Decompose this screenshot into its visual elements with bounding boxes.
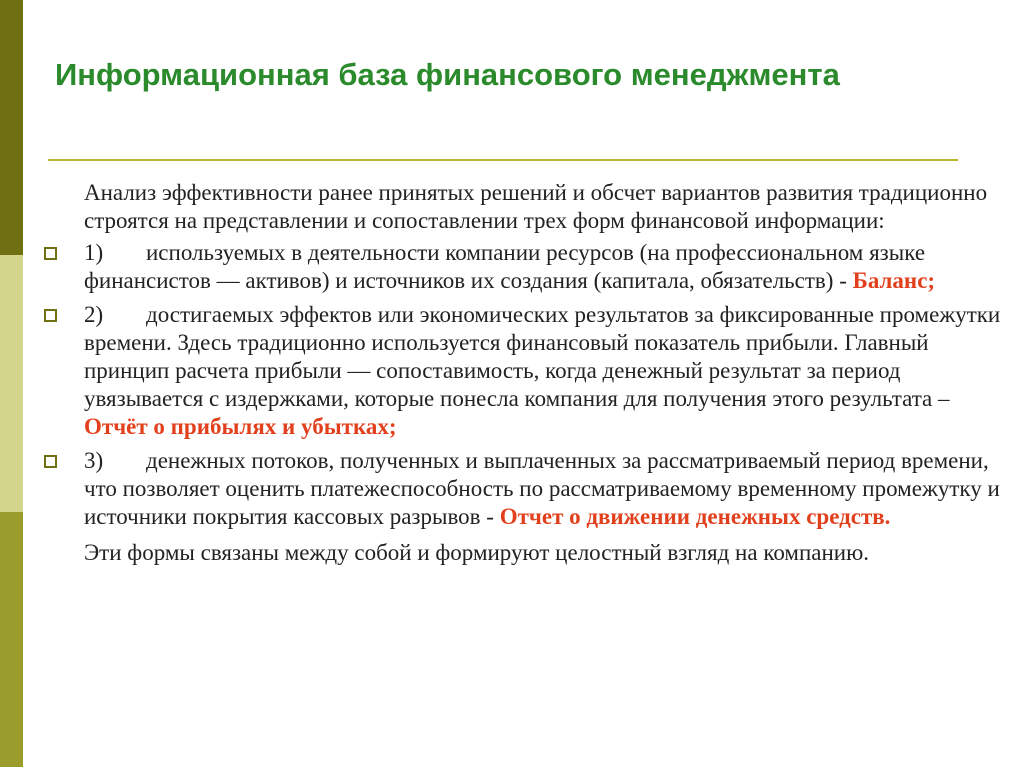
item-number: 1)	[84, 240, 104, 265]
hollow-square-bullet-icon	[44, 455, 57, 468]
slide-body	[84, 179, 1014, 571]
item-number: 3)	[84, 448, 104, 473]
hollow-square-bullet-icon	[44, 309, 57, 322]
title-divider	[48, 159, 958, 161]
item-text: используемых в деятельности компании ресурсов (на профессиональном языке финансистов — активов) и источников их создания (капитала, обязательств) -	[84, 240, 926, 293]
conclusion-paragraph: Эти формы связаны между собой и формируют целостный взгляд на компанию.	[84, 540, 870, 565]
sidebar-segment-mid	[0, 512, 23, 767]
item-highlight: Отчёт о прибылях и убытках;	[84, 414, 397, 439]
intro-paragraph: Анализ эффективности ранее принятых решений и обсчет вариантов развития традиционно строятся на представлении и сопоставлении трех форм финансовой информации:	[84, 180, 988, 233]
item-highlight: Отчет о движении денежных средств.	[499, 504, 891, 529]
item-number: 2)	[84, 302, 104, 327]
item-highlight: Баланс;	[852, 268, 936, 293]
sidebar-segment-dark	[0, 0, 23, 255]
sidebar-segment-light	[0, 255, 23, 512]
list-item-3	[84, 447, 1014, 531]
list-item-1	[84, 239, 1014, 295]
slide-title: Информационная база финансового менеджмента	[55, 57, 840, 92]
item-text: денежных потоков, полученных и выплаченных за рассматриваемый период времени, что позволяет оценить платежеспособность по рассматриваемому временному промежутку и источники покрытия кассовых разрывов -	[84, 448, 1000, 529]
hollow-square-bullet-icon	[44, 247, 57, 260]
list-item-2	[84, 301, 1014, 441]
sidebar-decoration	[0, 0, 23, 767]
item-text: достигаемых эффектов или экономических результатов за фиксированные промежутки времени. Здесь традиционно используется финансовый показатель прибыли. Главный принцип расчета прибыли — сопоставимость, когда денежный результат за период увязывается с издержками, которые понесла компания для получения этого результата –	[84, 302, 1001, 411]
